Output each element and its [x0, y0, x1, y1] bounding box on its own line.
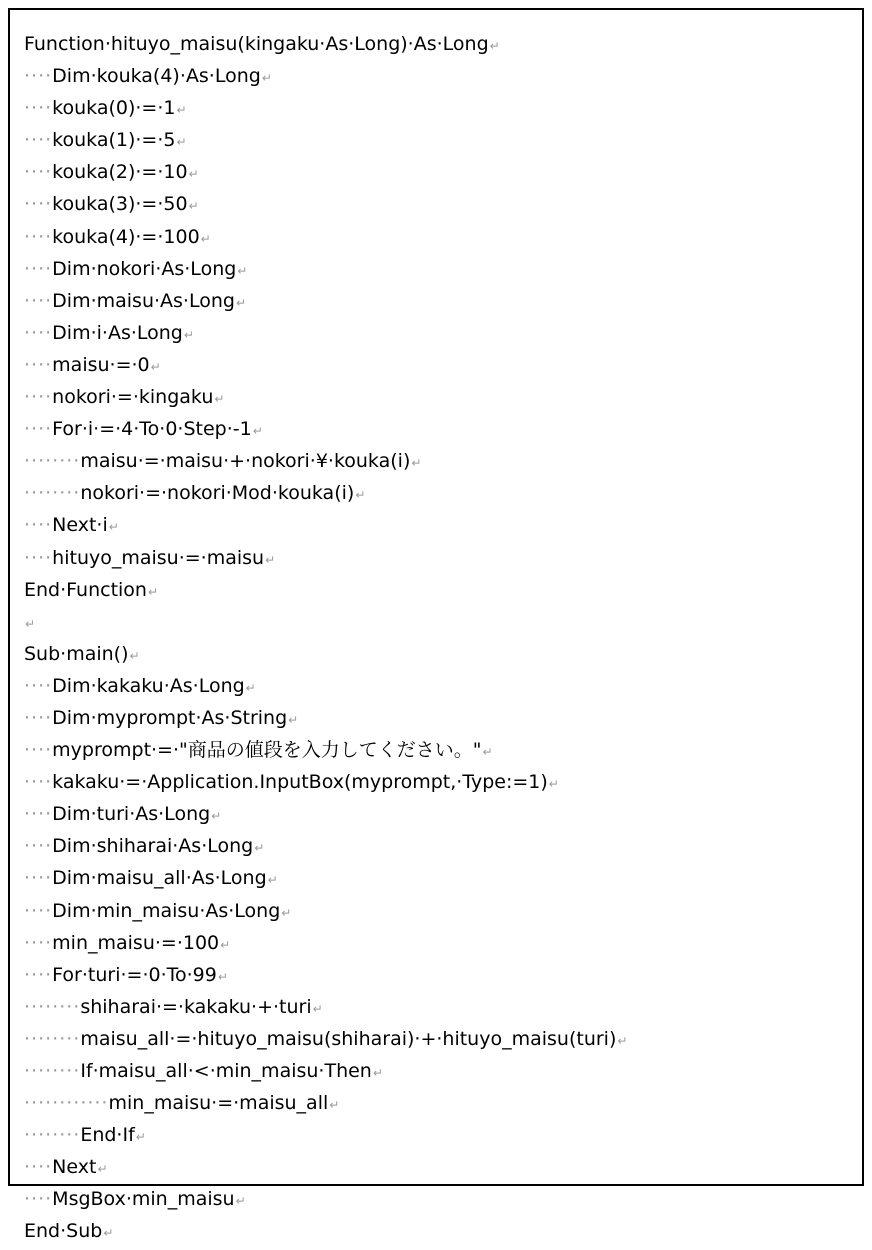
code-line [24, 317, 856, 349]
code-text: End·Sub [24, 1220, 103, 1243]
paragraph-mark-icon: ↵ [254, 841, 265, 856]
code-text: End·Function [24, 578, 147, 601]
code-line [24, 991, 856, 1023]
code-line [24, 124, 856, 156]
paragraph-mark-icon: ↵ [129, 648, 140, 663]
paragraph-mark-icon: ↵ [312, 1001, 323, 1016]
code-line [24, 1215, 856, 1247]
code-text: nokori·=·kingaku [52, 386, 214, 409]
code-line [24, 92, 856, 124]
indent-dots: ···· [24, 1188, 53, 1211]
code-text: hituyo_maisu·=·maisu [52, 546, 265, 569]
code-line [24, 285, 856, 317]
paragraph-mark-icon: ↵ [150, 359, 161, 374]
code-line [24, 959, 856, 991]
indent-dots: ···· [24, 739, 53, 762]
code-line [24, 542, 856, 574]
code-text: End·If [80, 1124, 135, 1147]
code-line [24, 477, 856, 509]
code-text: Dim·turi·As·Long [52, 803, 211, 826]
indent-dots: ···· [24, 835, 53, 858]
code-line [24, 221, 856, 253]
code-line [24, 188, 856, 220]
indent-dots: ···· [24, 899, 53, 922]
paragraph-mark-icon: ↵ [372, 1066, 383, 1080]
indent-dots: ········ [24, 1060, 81, 1082]
code-line [24, 1119, 856, 1151]
indent-dots: ···· [24, 289, 53, 312]
paragraph-mark-icon: ↵ [267, 873, 278, 888]
indent-dots: ···· [24, 514, 53, 537]
code-text: min_maisu·=·maisu_all [108, 1092, 329, 1115]
code-text: MsgBox·min_maisu [52, 1188, 235, 1211]
indent-dots: ···· [24, 771, 53, 794]
paragraph-mark-icon: ↵ [261, 71, 272, 86]
code-line [24, 862, 856, 894]
paragraph-mark-icon: ↵ [235, 295, 247, 310]
code-line [24, 1087, 856, 1119]
paragraph-mark-icon: ↵ [220, 937, 231, 952]
indent-dots: ········ [24, 450, 81, 473]
indent-dots: ···· [24, 546, 53, 569]
code-line [24, 349, 856, 381]
indent-dots: ···· [24, 1156, 53, 1179]
paragraph-mark-icon: ↵ [200, 231, 211, 246]
code-line [24, 381, 856, 413]
code-text: For·i·=·4·To·0·Step·-1 [52, 418, 252, 441]
code-text: shiharai·=·kakaku·+·turi [80, 995, 312, 1018]
code-text: min_maisu·=·100 [52, 931, 220, 954]
paragraph-mark-icon: ↵ [489, 39, 500, 53]
indent-dots: ···· [24, 963, 53, 986]
indent-dots: ···· [24, 129, 53, 152]
code-text: Dim·kakaku·As·Long [52, 674, 245, 697]
code-line [24, 413, 856, 445]
code-text: kouka(3)·=·50 [52, 193, 188, 216]
indent-dots: ········ [24, 1027, 81, 1050]
paragraph-mark-icon: ↵ [147, 584, 159, 599]
indent-dots: ···· [24, 706, 53, 729]
paragraph-mark-icon: ↵ [97, 1162, 108, 1177]
code-line [24, 509, 856, 541]
indent-dots: ···· [24, 867, 53, 890]
code-line [24, 895, 856, 927]
code-line [24, 670, 856, 702]
code-text: kouka(0)·=·1 [52, 97, 176, 120]
paragraph-mark-icon: ↵ [103, 1226, 114, 1241]
code-text: maisu·=·0 [52, 353, 150, 376]
paragraph-mark-icon: ↵ [265, 552, 276, 567]
code-document-frame [8, 8, 864, 1243]
code-text: Dim·i·As·Long [52, 321, 183, 344]
code-line [24, 253, 856, 285]
code-text: For·turi·=·0·To·99 [52, 963, 217, 986]
indent-dots: ···· [24, 386, 53, 409]
paragraph-mark-icon: ↵ [252, 424, 263, 439]
indent-dots: ···· [24, 321, 53, 344]
indent-dots: ···· [24, 418, 53, 441]
code-line [24, 1183, 856, 1215]
code-line [24, 734, 856, 766]
indent-dots: ···· [24, 353, 53, 376]
code-text: Dim·min_maisu·As·Long [52, 899, 281, 922]
code-text: Sub·main() [24, 642, 129, 665]
paragraph-mark-icon: ↵ [188, 167, 199, 182]
code-text: maisu_all·=·hituyo_maisu(shiharai)·+·hituyo_maisu(turi) [80, 1027, 617, 1050]
code-line [24, 1023, 856, 1055]
paragraph-mark-icon: ↵ [482, 745, 493, 760]
indent-dots: ···· [24, 161, 53, 184]
indent-dots: ···· [24, 225, 53, 248]
code-text: Dim·kouka(4)·As·Long [52, 65, 261, 88]
code-text: kouka(4)·=·100 [52, 225, 200, 248]
code-text: myprompt·=·"商品の値段を入力してください。" [52, 739, 482, 762]
paragraph-mark-icon: ↵ [281, 905, 292, 920]
paragraph-mark-icon: ↵ [329, 1098, 340, 1113]
paragraph-mark-icon: ↵ [245, 680, 256, 695]
paragraph-mark-icon: ↵ [214, 392, 225, 407]
code-text: If·maisu_all·<·min_maisu·Then [80, 1060, 372, 1082]
code-text: Dim·maisu_all·As·Long [52, 867, 267, 890]
indent-dots: ···· [24, 257, 53, 280]
code-line [24, 1055, 856, 1087]
code-text: kouka(2)·=·10 [52, 161, 188, 184]
code-text: Next·i [52, 514, 108, 537]
paragraph-mark-icon: ↵ [188, 199, 199, 214]
indent-dots: ···· [24, 674, 53, 697]
paragraph-mark-icon: ↵ [237, 263, 248, 278]
paragraph-mark-icon: ↵ [617, 1033, 628, 1048]
code-line [24, 1151, 856, 1183]
code-text: kakaku·=·Application.InputBox(myprompt,·Type:=1) [52, 771, 548, 794]
indent-dots: ········ [24, 995, 81, 1018]
code-text: Dim·maisu·As·Long [52, 289, 235, 312]
paragraph-mark-icon: ↵ [176, 103, 187, 118]
paragraph-mark-icon: ↵ [288, 712, 299, 727]
code-text: Dim·nokori·As·Long [52, 257, 237, 280]
paragraph-mark-icon: ↵ [25, 616, 36, 631]
paragraph-mark-icon: ↵ [235, 1194, 246, 1209]
code-text: kouka(1)·=·5 [52, 129, 176, 152]
indent-dots: ···· [24, 65, 53, 88]
code-line [24, 638, 856, 670]
indent-dots: ········ [24, 482, 81, 505]
code-text: Next [52, 1156, 97, 1179]
code-line [24, 574, 856, 606]
code-line [24, 156, 856, 188]
indent-dots: ···· [24, 97, 53, 120]
code-line [24, 445, 856, 477]
paragraph-mark-icon: ↵ [411, 456, 422, 471]
paragraph-mark-icon: ↵ [355, 488, 366, 503]
indent-dots: ············ [24, 1092, 109, 1115]
code-line [24, 606, 856, 638]
code-line [24, 766, 856, 798]
code-line [24, 798, 856, 830]
paragraph-mark-icon: ↵ [183, 327, 194, 342]
code-line [24, 60, 856, 92]
code-text: maisu·=·maisu·+·nokori·¥·kouka(i) [80, 450, 411, 473]
code-text: nokori·=·nokori·Mod·kouka(i) [80, 482, 355, 505]
code-line [24, 28, 856, 60]
paragraph-mark-icon: ↵ [135, 1130, 146, 1145]
code-line [24, 927, 856, 959]
code-text: Dim·shiharai·As·Long [52, 835, 254, 858]
code-text: Dim·myprompt·As·String [52, 706, 288, 729]
paragraph-mark-icon: ↵ [548, 777, 559, 792]
code-text: Function·hituyo_maisu(kingaku·As·Long)·As·Long [24, 33, 489, 55]
paragraph-mark-icon: ↵ [211, 809, 222, 824]
paragraph-mark-icon: ↵ [108, 520, 119, 535]
indent-dots: ···· [24, 193, 53, 216]
code-line [24, 830, 856, 862]
indent-dots: ···· [24, 931, 53, 954]
indent-dots: ········ [24, 1124, 81, 1147]
paragraph-mark-icon: ↵ [217, 969, 228, 984]
indent-dots: ···· [24, 803, 53, 826]
code-line [24, 702, 856, 734]
code-listing [24, 28, 856, 1248]
paragraph-mark-icon: ↵ [176, 135, 187, 150]
